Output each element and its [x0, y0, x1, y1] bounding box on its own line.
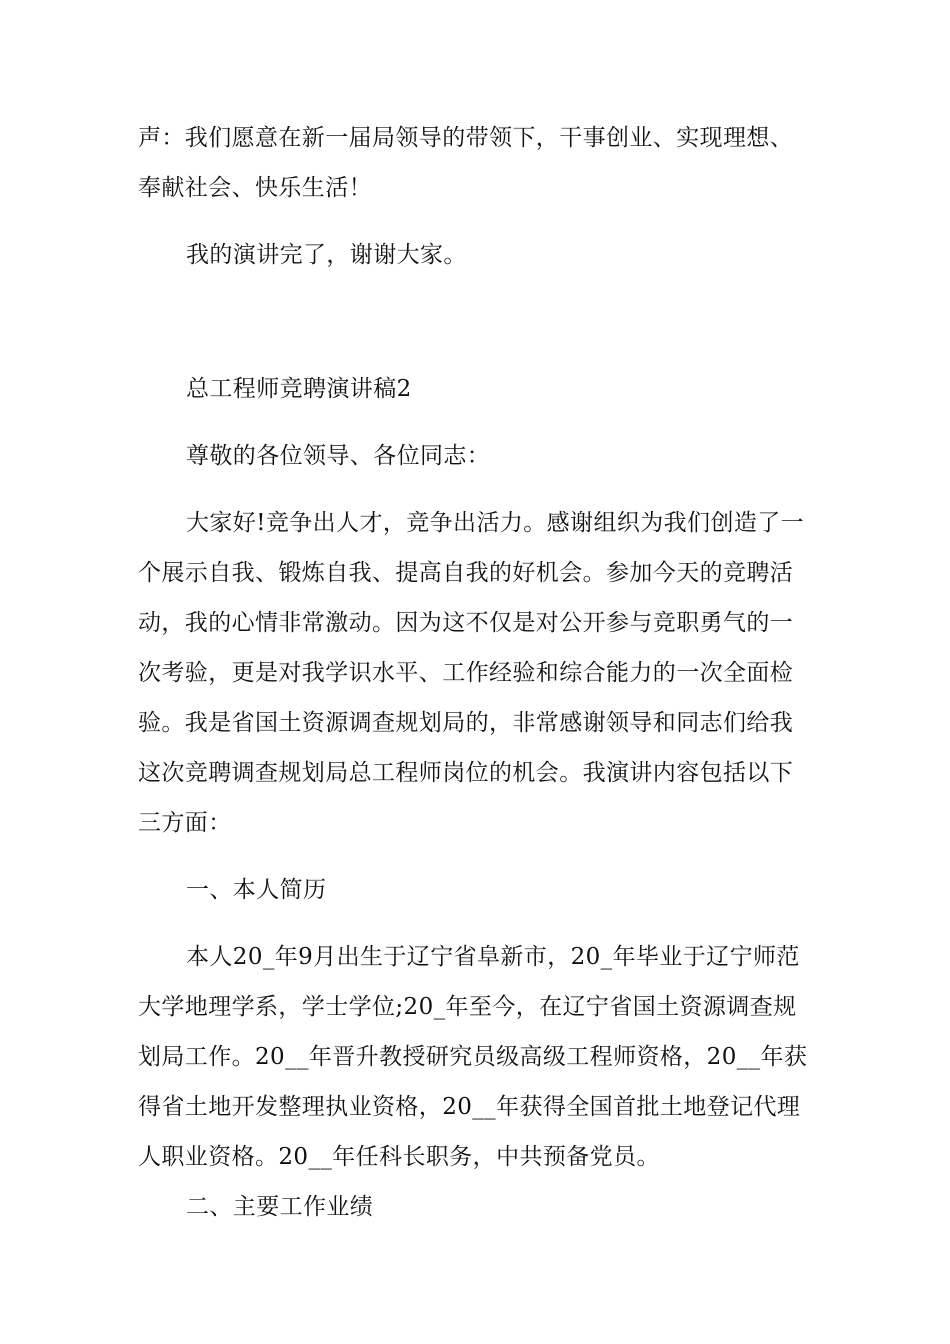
text-line: 我的演讲完了，谢谢大家。: [186, 242, 467, 268]
text-line: 本人20_年9月出生于辽宁省阜新市，20_年毕业于辽宁师范: [186, 944, 800, 970]
section-heading: 二、主要工作业绩: [186, 1194, 374, 1220]
section-title: 总工程师竞聘演讲稿2: [186, 376, 412, 402]
text-line: 划局工作。20__年晋升教授研究员级高级工程师资格，20__年获: [138, 1044, 808, 1070]
text-line: 个展示自我、锻炼自我、提高自我的好机会。参加今天的竞聘活: [138, 560, 794, 586]
text-line: 人职业资格。20__年任科长职务，中共预备党员。: [138, 1144, 660, 1170]
text-line: 验。我是省国土资源调查规划局的，非常感谢领导和同志们给我: [138, 710, 794, 736]
text-line: 奉献社会、快乐生活！: [138, 175, 372, 201]
text-line: 动，我的心情非常激动。因为这不仅是对公开参与竞职勇气的一: [138, 610, 794, 636]
text-line: 大家好!竞争出人才，竞争出活力。感谢组织为我们创造了一: [186, 510, 805, 536]
section-heading: 一、本人简历: [186, 877, 327, 903]
text-line: 大学地理学系，学士学位;20_年至今，在辽宁省国土资源调查规: [138, 994, 797, 1020]
salutation: 尊敬的各位领导、各位同志：: [186, 443, 491, 469]
text-line: 声：我们愿意在新一届局领导的带领下，干事创业、实现理想、: [138, 125, 794, 151]
text-line: 三方面：: [138, 810, 232, 836]
text-line: 得省土地开发整理执业资格，20__年获得全国首批土地登记代理: [138, 1094, 801, 1120]
text-line: 次考验，更是对我学识水平、工作经验和综合能力的一次全面检: [138, 660, 794, 686]
text-line: 这次竞聘调查规划局总工程师岗位的机会。我演讲内容包括以下: [138, 760, 794, 786]
